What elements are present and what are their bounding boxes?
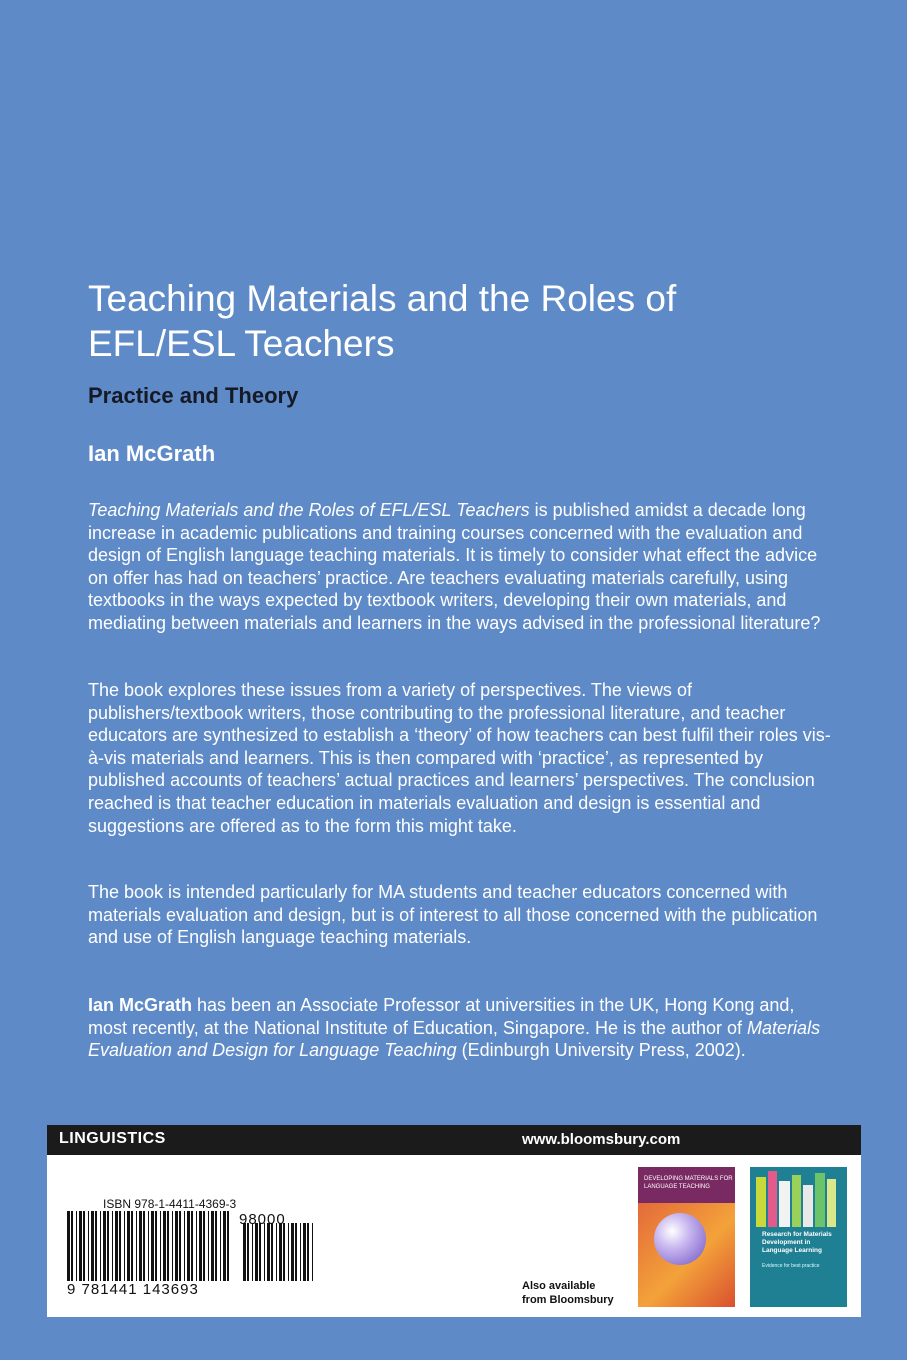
publisher-website: www.bloomsbury.com <box>522 1131 681 1148</box>
related-book-1-title: DEVELOPING MATERIALS FOR LANGUAGE TEACHING <box>644 1176 733 1190</box>
isbn-text: ISBN 978-1-4411-4369-3 <box>103 1197 237 1211</box>
also-available-text: Also available from Bloomsbury <box>522 1280 614 1306</box>
book-subtitle: Practice and Theory <box>88 383 299 408</box>
blurb-paragraph-1 <box>88 499 838 635</box>
barcode-number: 9 781441 143693 <box>67 1281 199 1298</box>
book-spines-graphic <box>750 1167 847 1227</box>
blurb-p1-text: is published amidst a decade long increase in academic publications and training courses concerned with the evaluation and design of English language teaching materials. It is timely to consider what effect the advice on offer has had on teachers’ practice. Are teachers evaluating materials carefully, using textbooks in the ways expected by textbook writers, developing their own materials, and mediating between materials and learners in the ways advised in the professional literature? <box>88 500 821 633</box>
related-book-2-title: Research for Materials Development in Language Learning <box>762 1231 832 1254</box>
category-label: LINGUISTICS <box>59 1130 166 1147</box>
author-bio <box>88 994 838 1062</box>
orb-graphic <box>654 1213 706 1265</box>
related-book-2-subtitle: Evidence for best practice <box>762 1263 820 1269</box>
blurb-paragraph-3: The book is intended particularly for MA students and teacher educators concerned with materials evaluation and design, but is of interest to all those concerned with the publication and use of English language teaching materials. <box>88 882 818 948</box>
bio-text-a: has been an Associate Professor at universities in the UK, Hong Kong and, most recently, at the National Institute of Education, Singapore. He is the author of <box>88 995 795 1038</box>
bio-text-b: (Edinburgh University Press, 2002). <box>456 1040 746 1061</box>
blurb-paragraph-2: The book explores these issues from a variety of perspectives. The views of publishers/textbook writers, those contributing to the professional literature, and teacher educators are synthesized to establish a ‘theory’ of how teachers can best fulfil their roles vis-à-vis materials and learners. This is then compared with ‘practice’, as represented by published accounts of teachers’ actual practices and learners’ perspectives. The conclusion reached is that teacher education in materials evaluation and design is essential and suggestions are offered as to the form this might take. <box>88 680 831 836</box>
related-book-cover-2 <box>750 1167 847 1307</box>
book-title: Teaching Materials and the Roles of EFL/ESL Teachers <box>88 278 677 364</box>
blurb-title-italic: Teaching Materials and the Roles of EFL/ESL Teachers <box>88 500 530 520</box>
barcode-panel <box>47 1155 861 1317</box>
category-bar <box>47 1125 861 1155</box>
author-name: Ian McGrath <box>88 441 216 466</box>
bio-name: Ian McGrath <box>88 995 193 1015</box>
bio-book-italic: Materials Evaluation and Design for Language Teaching <box>88 1017 821 1061</box>
price-code: 98000 <box>239 1211 286 1228</box>
related-book-cover-1 <box>638 1167 735 1307</box>
